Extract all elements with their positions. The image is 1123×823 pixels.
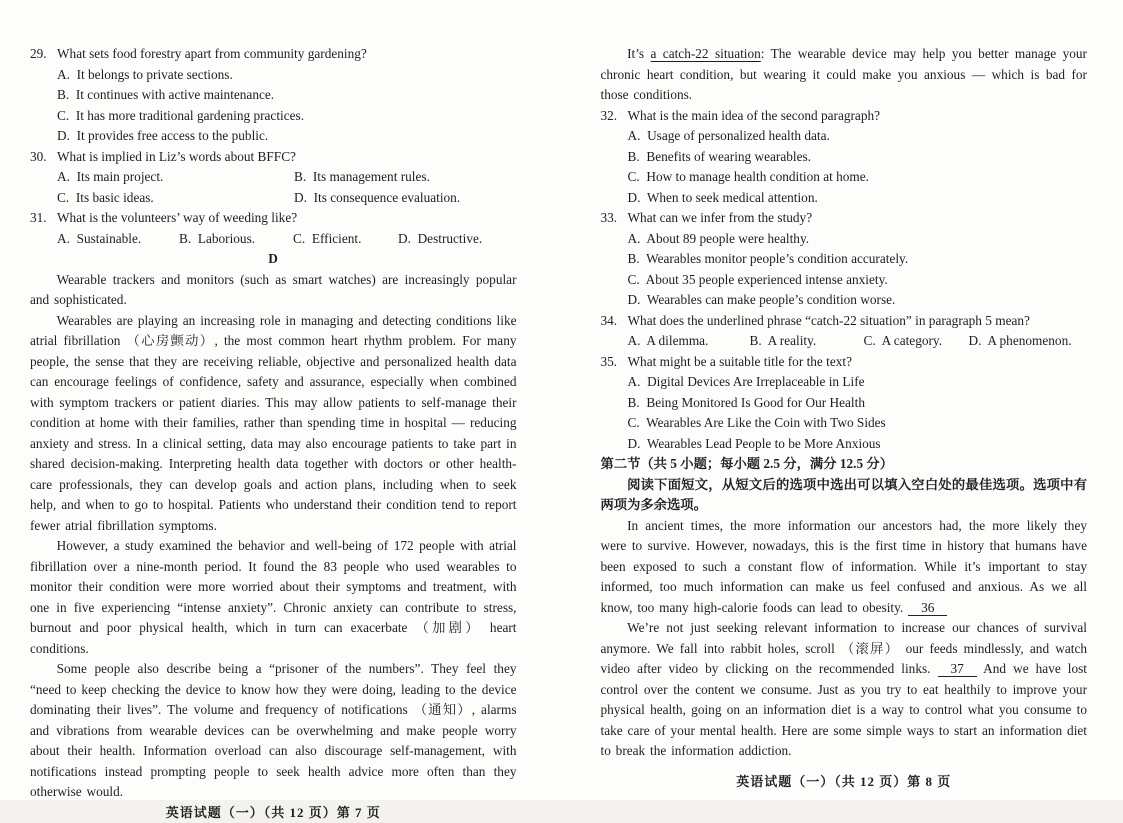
question-head	[601, 208, 1088, 229]
passage-paragraph	[30, 536, 517, 659]
section-two-instructions: 阅读下面短文，从短文后的选项中选出可以填入空白处的最佳选项。选项中有两项为多余选项。	[601, 475, 1088, 516]
question-text: What is the main idea of the second paragraph?	[628, 106, 1088, 127]
question-text: What can we infer from the study?	[628, 208, 1088, 229]
options	[30, 229, 517, 250]
passage-paragraph	[30, 659, 517, 803]
question-text: What is the volunteers’ way of weeding like?	[57, 208, 517, 229]
question-30	[30, 147, 517, 209]
underlined-phrase-catch-22: a catch-22 situation	[651, 46, 761, 61]
option-c: C. Its basic ideas.	[57, 188, 294, 209]
question-number: 30.	[30, 147, 57, 168]
text-run: Some people also describe being a “prisoner of the numbers”. They feel they “need to keep checking the device to know how they were doing, leading to the device dominating their lives”. The volume and frequency of notifications （通知）, alarms and vibrations from wearable devices can be overwhelming and make people worry about their health. Information overload can also discourage self-management, with notifications instead prompting people to seek health advice more often than they otherwise would.	[30, 661, 517, 799]
page-8-content	[601, 44, 1088, 762]
options	[601, 372, 1088, 454]
option-c: C. About 35 people experienced intense anxiety.	[628, 270, 1088, 291]
question-text: What might be a suitable title for the text?	[628, 352, 1088, 373]
question-head	[601, 106, 1088, 127]
text-run: We’re not just seeking relevant information to increase our chances of survival anymore. We fall into rabbit holes, scroll （滚屏） our feeds mindlessly, and watch video after video by clicking on the recommended links.	[601, 620, 1088, 676]
text-run: And we have lost control over the content we consume. Just as you try to eat healthily to improve your physical health, going on an information diet is a way to control what you consume to take care of your mental health. Here are some simple ways to start an information diet to break the information addiction.	[601, 661, 1088, 758]
option-c: C. A category.	[864, 331, 969, 352]
question-number: 32.	[601, 106, 628, 127]
page-7-content	[30, 44, 517, 803]
question-head	[601, 311, 1088, 332]
question-31	[30, 208, 517, 249]
question-text: What does the underlined phrase “catch-22 situation” in paragraph 5 mean?	[628, 311, 1088, 332]
option-b: B. Its management rules.	[294, 167, 517, 188]
options	[30, 167, 517, 208]
option-c: C. Efficient.	[293, 229, 398, 250]
option-a: A. About 89 people were healthy.	[628, 229, 1088, 250]
question-head	[30, 147, 517, 168]
option-b: B. Wearables monitor people’s condition accurately.	[628, 249, 1088, 270]
option-a: A. Its main project.	[57, 167, 294, 188]
option-d: D. When to seek medical attention.	[628, 188, 1088, 209]
option-a: A. Digital Devices Are Irreplaceable in Life	[628, 372, 1088, 393]
question-34	[601, 311, 1088, 352]
text-run: It’s	[627, 46, 650, 61]
question-number: 29.	[30, 44, 57, 65]
option-c: C. Wearables Are Like the Coin with Two Sides	[628, 413, 1088, 434]
options	[30, 65, 517, 147]
option-a: A. Sustainable.	[57, 229, 179, 250]
options	[601, 126, 1088, 208]
option-d: D. Its consequence evaluation.	[294, 188, 517, 209]
passage-paragraph	[601, 44, 1088, 106]
question-head	[30, 44, 517, 65]
option-b: B. Benefits of wearing wearables.	[628, 147, 1088, 168]
text-run: Wearable trackers and monitors (such as smart watches) are increasingly popular and sophisticated.	[30, 272, 517, 308]
text-run: Wearables are playing an increasing role in managing and detecting conditions like atrial fibrillation （心房颤动）, the most common heart rhythm problem. For many people, the sense that they are receiving reliable, objective and personalized health data can encourage feelings of confidence, safety and assurance, especially when combined with symptom trackers or patient diaries. This may allow patients to self-manage their condition at home with their families, rather than spending time in hospital — reducing anxiety and stress. In a clinical setting, data may also encourage patients to take part in shared decision-making. Interpreting health data together with doctors or other health-care professionals, they can develop goals and action plans, including when to seek help, and when to go to hospital. Patients who understand their condition tend to report fewer atrial fibrillation symptoms.	[30, 313, 517, 533]
option-d: D. It provides free access to the public.	[57, 126, 517, 147]
option-b: B. Being Monitored Is Good for Our Health	[628, 393, 1088, 414]
question-head	[30, 208, 517, 229]
option-a: A. Usage of personalized health data.	[628, 126, 1088, 147]
blank-37: 37	[938, 662, 977, 677]
question-number: 31.	[30, 208, 57, 229]
text-run: However, a study examined the behavior and well-being of 172 people with atrial fibrillation over a nine-month period. It found the 83 people who used wearables to monitor their condition were more worried about their symptoms and treatment, with one in five experiencing “intense anxiety”. Chronic anxiety can contribute to stress, burnout and poor physical health, which in turn can exacerbate （加剧） heart conditions.	[30, 538, 517, 656]
option-b: B. It continues with active maintenance.	[57, 85, 517, 106]
question-33	[601, 208, 1088, 311]
page-7-footer: 英语试题（一）（共 12 页）第 7 页	[30, 803, 517, 823]
page-8-footer: 英语试题（一）（共 12 页）第 8 页	[601, 772, 1088, 793]
option-b: B. Laborious.	[179, 229, 293, 250]
question-text: What sets food forestry apart from community gardening?	[57, 44, 517, 65]
option-c: C. It has more traditional gardening practices.	[57, 106, 517, 127]
option-d: D. Wearables can make people’s condition worse.	[628, 290, 1088, 311]
option-a: A. It belongs to private sections.	[57, 65, 517, 86]
option-d: D. Destructive.	[398, 229, 517, 250]
passage-paragraph	[601, 618, 1088, 762]
option-d: D. Wearables Lead People to be More Anxious	[628, 434, 1088, 455]
blank-36: 36	[908, 601, 947, 616]
question-35	[601, 352, 1088, 455]
text-run: In ancient times, the more information our ancestors had, the more likely they were to survive. However, nowadays, this is the first time in history that humans have been exposed to such a constant flow of information. While it’s important to stay informed, too much information can make us feel confused and anxious. As we all know, too many high-calorie foods can lead to obesity.	[601, 518, 1088, 615]
option-a: A. A dilemma.	[628, 331, 750, 352]
option-d: D. A phenomenon.	[969, 331, 1088, 352]
question-number: 34.	[601, 311, 628, 332]
passage-paragraph	[30, 270, 517, 311]
question-number: 33.	[601, 208, 628, 229]
passage-section-heading: D	[30, 249, 517, 270]
options	[601, 331, 1088, 352]
option-b: B. A reality.	[750, 331, 864, 352]
options	[601, 229, 1088, 311]
question-29	[30, 44, 517, 147]
page-8	[601, 44, 1088, 792]
question-text: What is implied in Liz’s words about BFFC?	[57, 147, 517, 168]
question-head	[601, 352, 1088, 373]
option-c: C. How to manage health condition at home.	[628, 167, 1088, 188]
passage-paragraph	[30, 311, 517, 537]
question-32	[601, 106, 1088, 209]
page-7	[30, 44, 517, 792]
section-two-heading: 第二节（共 5 小题；每小题 2.5 分，满分 12.5 分）	[601, 454, 1088, 475]
text-run: : The wearable device may help you better manage your chronic heart condition, but wearing it could make you anxious — which is bad for those conditions.	[601, 46, 1088, 102]
passage-paragraph	[601, 516, 1088, 619]
question-number: 35.	[601, 352, 628, 373]
